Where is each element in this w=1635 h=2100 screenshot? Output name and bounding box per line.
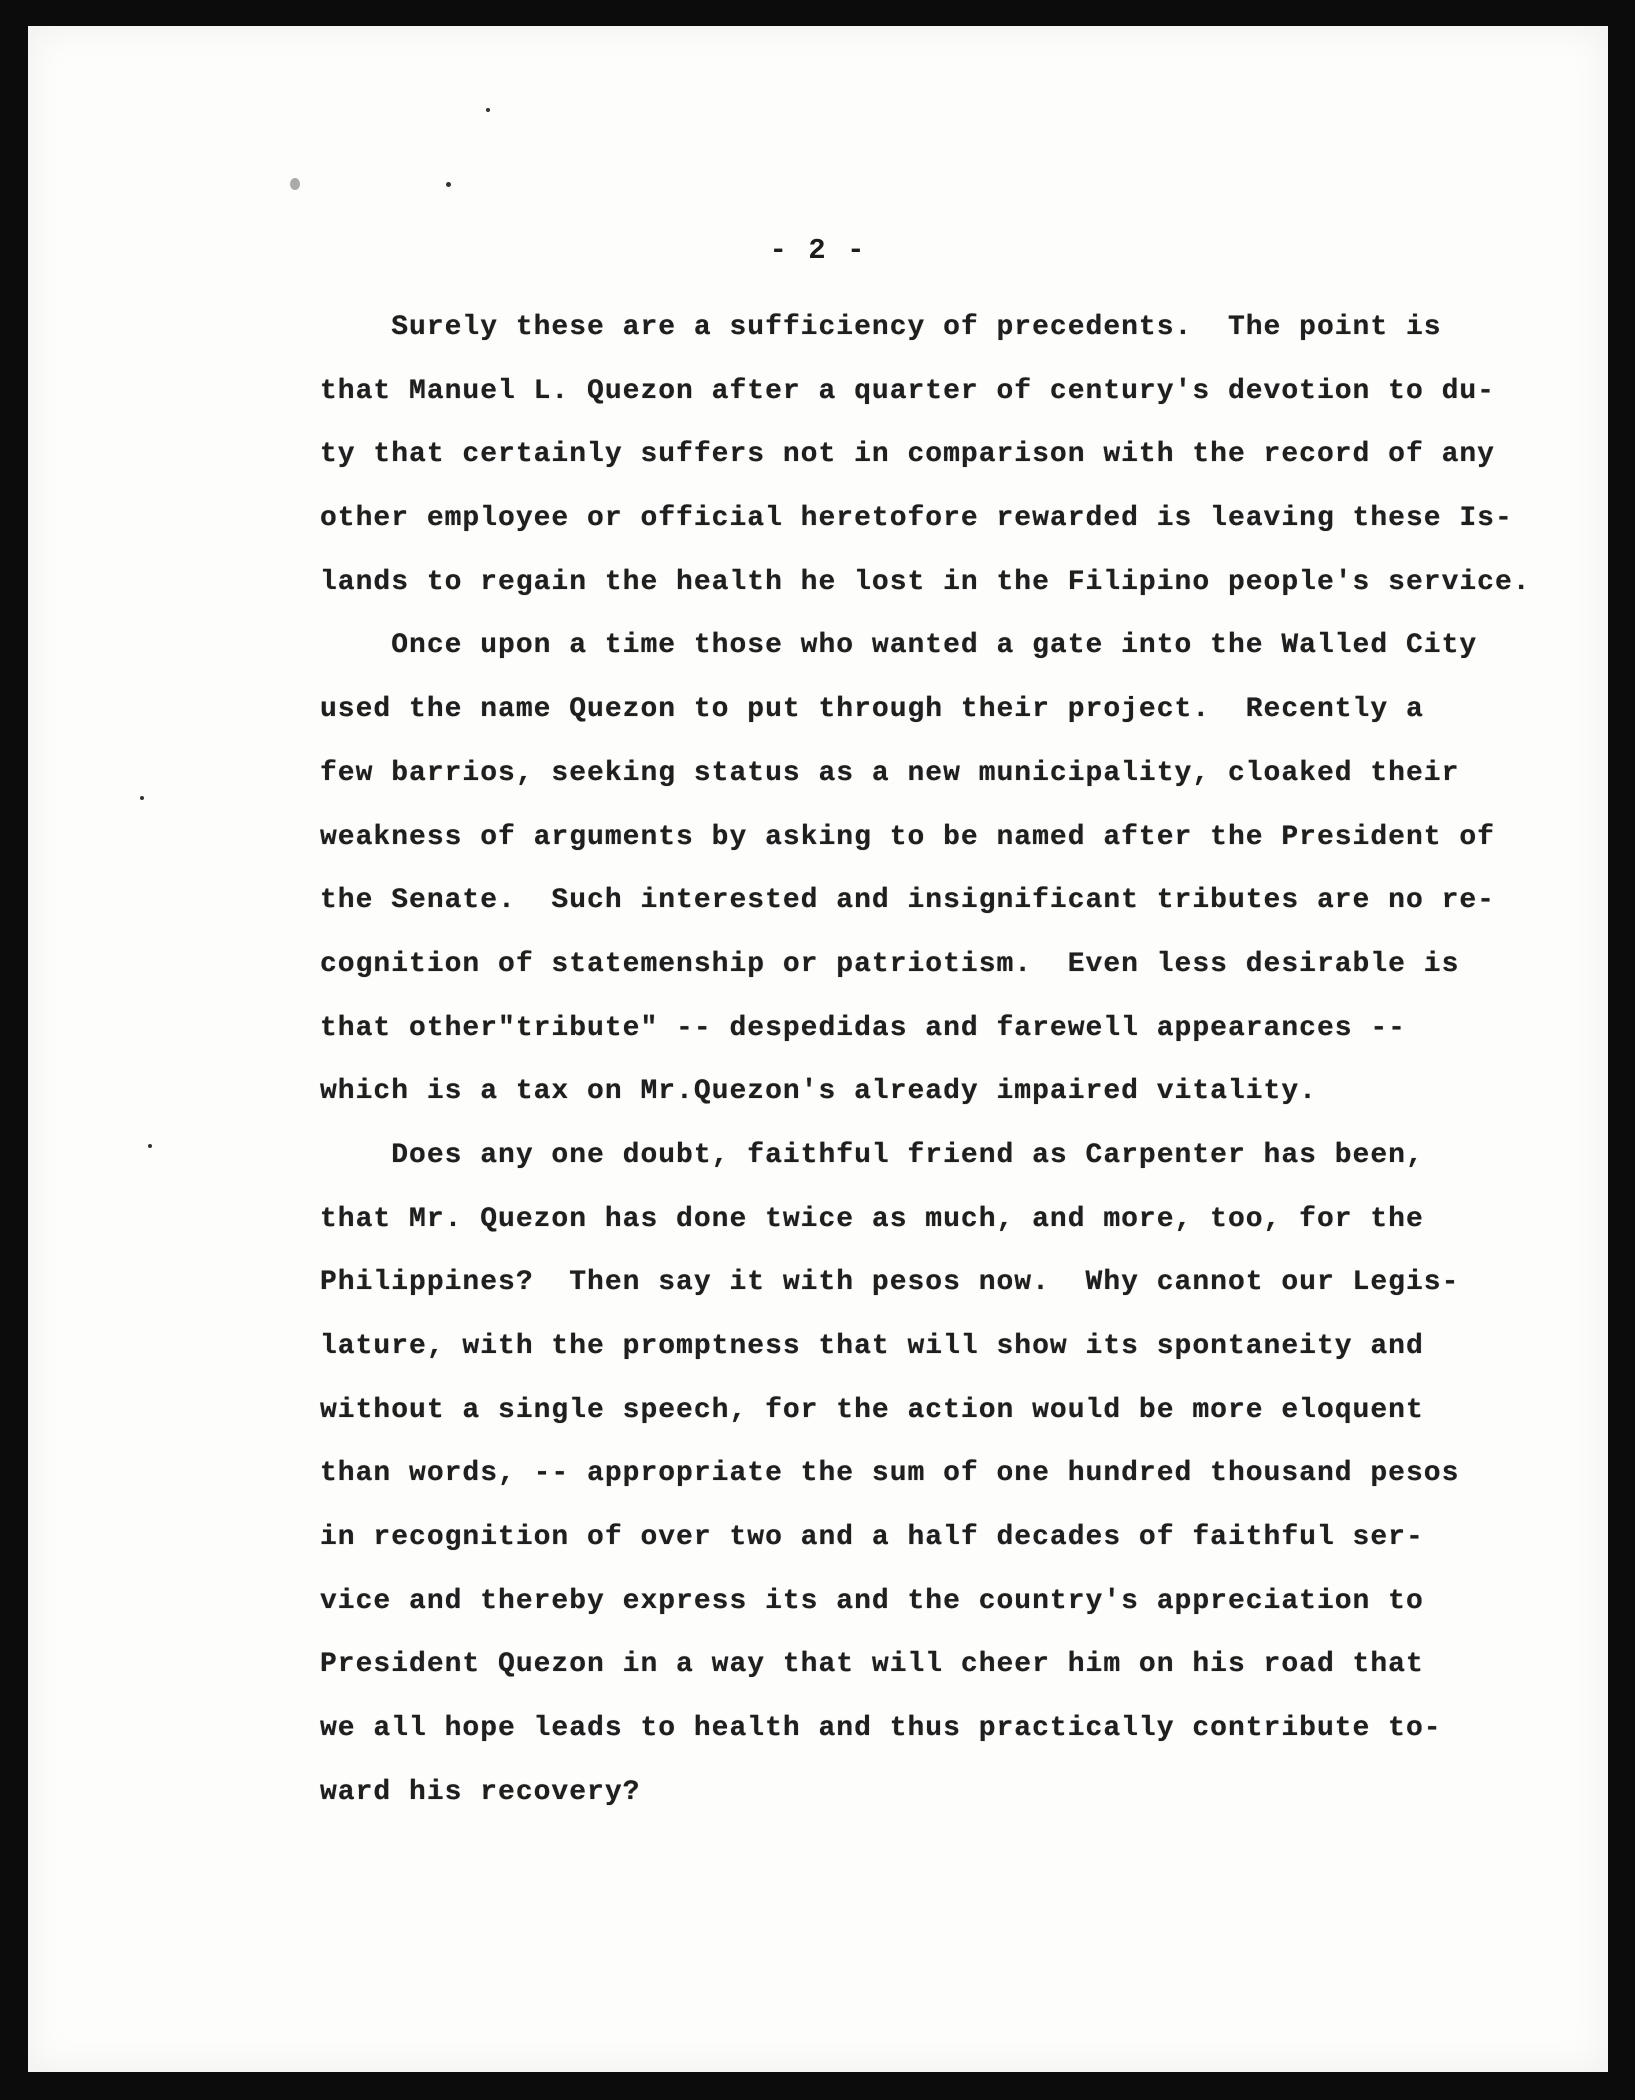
text-line: than words, -- appropriate the sum of one hundred thousand pesos (320, 1458, 1460, 1490)
text-line: that Mr. Quezon has done twice as much, and more, too, for the (320, 1203, 1424, 1235)
text-line: cognition of statemenship or patriotism. Even less desirable is (320, 948, 1460, 980)
text-line: vice and thereby express its and the country's appreciation to (320, 1585, 1424, 1617)
text-line: that other"tribute" -- despedidas and farewell appearances -- (320, 1012, 1406, 1044)
scan-speck (140, 796, 144, 800)
text-line: ward his recovery? (320, 1776, 641, 1808)
text-line: few barrios, seeking status as a new municipality, cloaked their (320, 757, 1460, 789)
text-line: without a single speech, for the action would be more eloquent (320, 1394, 1424, 1426)
text-line: lature, with the promptness that will show its spontaneity and (320, 1331, 1424, 1362)
text-line: Surely these are a sufficiency of precedents. The point is (320, 312, 1442, 343)
text-line: lands to regain the health he lost in the Filipino people's service. (320, 566, 1531, 598)
page-number: - 2 - (769, 234, 867, 267)
typewritten-page (28, 26, 1608, 2072)
text-line: we all hope leads to health and thus practically contribute to- (320, 1713, 1442, 1745)
paragraph-1 (320, 296, 1635, 614)
text-line: the Senate. Such interested and insignificant tributes are no re- (320, 885, 1495, 917)
text-line: used the name Quezon to put through their project. Recently a (320, 694, 1424, 726)
scan-speck (290, 178, 300, 190)
paragraph-3 (320, 1124, 1635, 1825)
scan-speck (148, 1144, 152, 1148)
text-line: Does any one doubt, faithful friend as Carpenter has been, (320, 1139, 1424, 1171)
text-line: ty that certainly suffers not in comparison with the record of any (320, 439, 1495, 471)
text-line: weakness of arguments by asking to be named after the President of (320, 821, 1495, 853)
text-line: Philippines? Then say it with pesos now. Why cannot our Legis- (320, 1267, 1460, 1299)
text-line: other employee or official heretofore rewarded is leaving these Is- (320, 503, 1513, 535)
text-line: President Quezon in a way that will cheer him on his road that (320, 1649, 1424, 1681)
body-text (320, 296, 1635, 1825)
text-line: which is a tax on Mr.Quezon's already impaired vitality. (320, 1076, 1317, 1108)
scan-speck (446, 182, 451, 187)
text-line: that Manuel L. Quezon after a quarter of century's devotion to du- (320, 375, 1495, 407)
text-line: Once upon a time those who wanted a gate into the Walled City (320, 630, 1478, 662)
text-line: in recognition of over two and a half decades of faithful ser- (320, 1522, 1424, 1554)
scan-speck (486, 108, 490, 112)
paragraph-2 (320, 614, 1635, 1124)
